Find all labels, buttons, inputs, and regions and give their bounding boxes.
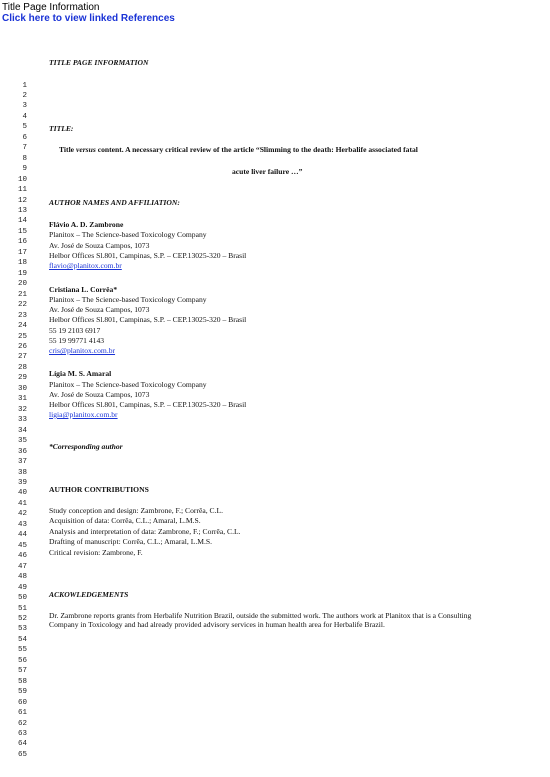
author-3-name: Lígia M. S. Amaral (49, 369, 112, 378)
line-number: 53 (17, 625, 27, 634)
line-number: 4 (22, 112, 27, 121)
line-number: 64 (17, 740, 27, 749)
title-label: TITLE: (49, 124, 74, 133)
line-number: 9 (22, 165, 27, 174)
line-number: 38 (17, 468, 27, 477)
title-pre: Title (59, 145, 76, 154)
line-number: 59 (17, 688, 27, 697)
author-3-office: Helbor Offices Sl.801, Campinas, S.P. – CEP.13025-320 – Brasil (49, 400, 247, 409)
line-number: 24 (17, 322, 27, 331)
contribution-item: Critical revision: Zambrone, F. (49, 548, 143, 557)
line-number: 2 (22, 91, 27, 100)
author-2-office: Helbor Offices Sl.801, Campinas, S.P. – CEP.13025-320 – Brasil (49, 315, 247, 324)
line-number: 47 (17, 562, 27, 571)
line-number: 30 (17, 384, 27, 393)
line-number: 25 (17, 332, 27, 341)
line-number: 54 (17, 635, 27, 644)
doc-heading: TITLE PAGE INFORMATION (49, 58, 149, 67)
line-number: 6 (22, 133, 27, 142)
article-title-line-1 (59, 145, 418, 154)
line-number: 27 (17, 353, 27, 362)
line-number: 7 (22, 144, 27, 153)
line-number: 19 (17, 269, 27, 278)
line-number: 28 (17, 363, 27, 372)
line-number: 11 (17, 186, 27, 195)
author-2-phone-2: 55 19 99771 4143 (49, 336, 105, 345)
contribution-item: Drafting of manuscript: Corrêa, C.L.; Amaral, L.M.S. (49, 537, 213, 546)
linked-references-link[interactable]: Click here to view linked References (2, 13, 175, 24)
line-number: 15 (17, 227, 27, 236)
author-2-phone-1: 55 19 2103 6917 (49, 326, 101, 335)
contributions-heading: AUTHOR CONTRIBUTIONS (49, 485, 149, 494)
authors-heading: AUTHOR NAMES AND AFFILIATION: (49, 198, 180, 207)
line-number: 51 (17, 604, 27, 613)
title-italic: versus (75, 145, 96, 154)
line-number: 48 (17, 573, 27, 582)
acknowledgements-text: Dr. Zambrone reports grants from Herbalife Nutrition Brazil, outside the submitted work. The authors work at Planitox that is a Consulting Company in Toxicology and had already provided advisory services in human health area for Herbalife Brazil. (49, 611, 472, 630)
line-number: 55 (17, 646, 27, 655)
line-number: 20 (17, 280, 27, 289)
contribution-item: Acquisition of data: Corrêa, C.L.; Amaral, L.M.S. (49, 516, 201, 525)
author-1-name: Flávio A. D. Zambrone (49, 220, 124, 229)
line-number: 61 (17, 709, 27, 718)
corresponding-author-note: *Corresponding author (49, 442, 123, 451)
line-number: 60 (17, 698, 27, 707)
line-number: 22 (17, 301, 27, 310)
page-header-title: Title Page Information (2, 2, 100, 13)
author-1-affiliation: Planitox – The Science-based Toxicology Company (49, 230, 207, 239)
author-2-name: Cristiana L. Corrêa* (49, 285, 118, 294)
line-number: 49 (17, 583, 27, 592)
line-number: 39 (17, 478, 27, 487)
line-number: 17 (17, 248, 27, 257)
line-number: 43 (17, 520, 27, 529)
line-number: 21 (17, 290, 27, 299)
author-2-affiliation: Planitox – The Science-based Toxicology Company (49, 295, 207, 304)
line-number: 8 (22, 154, 27, 163)
author-2-email-link[interactable]: cris@planitox.com.br (49, 346, 116, 355)
author-2-address: Av. José de Souza Campos, 1073 (49, 305, 150, 314)
line-number: 13 (17, 207, 27, 216)
line-number: 50 (17, 594, 27, 603)
line-number: 26 (17, 343, 27, 351)
line-number: 5 (22, 123, 27, 132)
line-number: 1 (22, 81, 27, 90)
line-number: 62 (17, 719, 27, 728)
line-number: 31 (17, 395, 27, 404)
line-number: 41 (17, 499, 27, 508)
line-number: 29 (17, 374, 27, 383)
line-number: 35 (17, 437, 27, 446)
line-number: 12 (17, 196, 27, 205)
article-title-line-2: acute liver failure …” (232, 167, 303, 176)
line-number: 34 (17, 426, 27, 435)
contribution-item: Analysis and interpretation of data: Zambrone, F.; Corrêa, C.L. (49, 527, 241, 536)
line-number: 52 (17, 614, 27, 623)
line-number: 63 (17, 730, 27, 739)
title-post: content. A necessary critical review of the article “Slimming to the death: Herbalife associated fatal (95, 145, 418, 154)
line-number: 45 (17, 541, 27, 550)
author-3-address: Av. José de Souza Campos, 1073 (49, 390, 150, 399)
line-number: 57 (17, 667, 27, 676)
author-3-affiliation: Planitox – The Science-based Toxicology Company (49, 380, 207, 389)
acknowledgements-heading: ACKOWLEDGEMENTS (49, 590, 129, 599)
line-number: 46 (17, 552, 27, 561)
author-1-email-link[interactable]: flavio@planitox.com.br (49, 261, 122, 270)
line-number: 16 (17, 238, 27, 247)
line-number: 3 (22, 102, 27, 111)
line-number: 23 (17, 311, 27, 320)
line-number: 14 (17, 217, 27, 226)
author-3-email-link[interactable]: ligia@planitox.com.br (49, 410, 118, 419)
line-number: 56 (17, 656, 27, 665)
author-1-address: Av. José de Souza Campos, 1073 (49, 241, 150, 250)
line-number: 44 (17, 531, 27, 540)
author-1-office: Helbor Offices Sl.801, Campinas, S.P. – CEP.13025-320 – Brasil (49, 251, 247, 260)
line-number: 36 (17, 447, 27, 456)
line-number: 33 (17, 416, 27, 425)
contribution-item: Study conception and design: Zambrone, F.; Corrêa, C.L. (49, 506, 224, 515)
line-number: 40 (17, 489, 27, 498)
line-number: 65 (17, 750, 27, 759)
line-number: 10 (17, 175, 27, 184)
line-number: 32 (17, 405, 27, 414)
line-number: 42 (17, 510, 27, 519)
line-number: 58 (17, 677, 27, 686)
line-number: 37 (17, 458, 27, 467)
line-number: 18 (17, 259, 27, 268)
